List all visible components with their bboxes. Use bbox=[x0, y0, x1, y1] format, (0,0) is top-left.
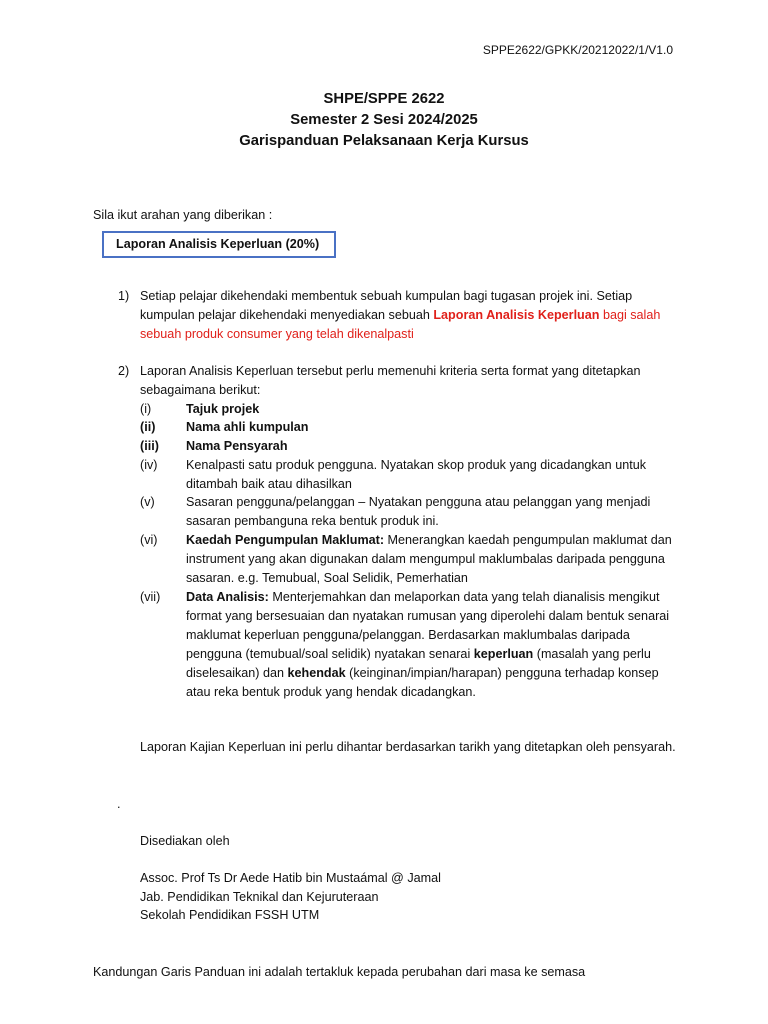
keperluan-term: keperluan bbox=[473, 647, 534, 661]
sub-item-text: Kenalpasti satu produk pengguna. Nyatakan skop produk yang dicadangkan untuk ditambah baik atau dihasilkan bbox=[186, 458, 646, 491]
sub-item-number: (v) bbox=[140, 495, 155, 509]
item-1-number: 1) bbox=[118, 289, 130, 303]
sub-item-bold: Data Analisis: bbox=[186, 590, 269, 604]
document-code: SPPE2622/GPKK/20212022/1/V1.0 bbox=[482, 43, 673, 57]
sub-item-v bbox=[140, 493, 680, 531]
document-title bbox=[0, 89, 768, 152]
sub-item-number: (ii) bbox=[140, 420, 156, 434]
signatory-department: Jab. Pendidikan Teknikal dan Kejuruteraan bbox=[140, 890, 379, 904]
item-2-text: Laporan Analisis Keperluan tersebut perlu memenuhi kriteria serta format yang ditetapkan sebagaimana berikut: bbox=[140, 364, 641, 397]
sub-item-i bbox=[140, 400, 680, 419]
submission-note: Laporan Kajian Keperluan ini perlu dihantar berdasarkan tarikh yang ditetapkan oleh pensyarah. bbox=[140, 740, 676, 754]
signatory-name: Assoc. Prof Ts Dr Aede Hatib bin Mustaámal @ Jamal bbox=[140, 871, 441, 885]
sub-item-bold: Nama ahli kumpulan bbox=[186, 420, 309, 434]
title-line-semester: Semester 2 Sesi 2024/2025 bbox=[290, 112, 478, 128]
assignment-box: Laporan Analisis Keperluan (20%) bbox=[102, 231, 336, 258]
item-1-text-c: bagi salah sebuah produk consumer yang telah dikenalpasti bbox=[140, 308, 661, 341]
sub-item-iii bbox=[140, 437, 680, 456]
sub-item-number: (iv) bbox=[140, 458, 158, 472]
sub-item-text: Sasaran pengguna/pelanggan – Nyatakan pengguna atau pelanggan yang menjadi sasaran pembanguna reka bentuk produk ini. bbox=[186, 495, 651, 528]
sub-item-vii bbox=[140, 588, 680, 702]
sub-item-ii bbox=[140, 418, 680, 437]
title-line-course: SHPE/SPPE 2622 bbox=[323, 91, 445, 107]
sub-item-vi bbox=[140, 531, 680, 588]
stray-dot: . bbox=[117, 797, 121, 811]
sub-item-number: (vii) bbox=[140, 590, 161, 604]
sub-item-text: Menerangkan kaedah pengumpulan maklumat dan instrument yang akan digunakan dalam mengumpul maklumbalas daripada pengguna sasaran. e.g. Temubual, Soal Selidik, Pemerhatian bbox=[186, 533, 672, 585]
sub-item-number: (i) bbox=[140, 402, 152, 416]
sub-item-number: (vi) bbox=[140, 533, 158, 547]
kehendak-term: kehendak bbox=[287, 666, 346, 680]
sub-item-bold: Tajuk projek bbox=[186, 402, 260, 416]
item-1-text bbox=[140, 287, 680, 344]
sub-item-text-2: (masalah yang perlu diselesaikan) dan bbox=[186, 647, 651, 680]
sub-item-number: (iii) bbox=[140, 439, 159, 453]
sub-item-iv bbox=[140, 456, 680, 494]
item-1-highlight: Laporan Analisis Keperluan bbox=[433, 308, 600, 322]
signatory-school: Sekolah Pendidikan FSSH UTM bbox=[140, 908, 320, 922]
title-line-guideline: Garispanduan Pelaksanaan Kerja Kursus bbox=[239, 133, 529, 149]
item-2-number: 2) bbox=[118, 364, 130, 378]
sub-item-text: Menterjemahkan dan melaporkan data yang telah dianalisis mengikut format yang bersesuaian dan nyatakan rumusan yang diperolehi dalam bentuk senarai maklumat keperluan pengguna/pelanggan. Berdasarkan maklumbalas daripada pengguna (temubual/soal selidik) nyatakan senarai bbox=[186, 590, 670, 661]
sub-item-text-3: (keinginan/impian/harapan) pengguna terhadap konsep atau reka bentuk produk yang hendak dicadangkan. bbox=[186, 666, 659, 699]
intro-text: Sila ikut arahan yang diberikan : bbox=[93, 208, 273, 222]
item-1-text-a: Setiap pelajar dikehendaki membentuk sebuah kumpulan bagi tugasan projek ini. Setiap kumpulan pelajar dikehendaki menyediakan sebuah bbox=[140, 289, 633, 322]
footer-disclaimer: Kandungan Garis Panduan ini adalah tertakluk kepada perubahan dari masa ke semasa bbox=[93, 965, 586, 979]
sub-item-bold: Nama Pensyarah bbox=[186, 439, 288, 453]
prepared-by-label: Disediakan oleh bbox=[140, 834, 230, 848]
sub-item-bold: Kaedah Pengumpulan Maklumat: bbox=[186, 533, 385, 547]
